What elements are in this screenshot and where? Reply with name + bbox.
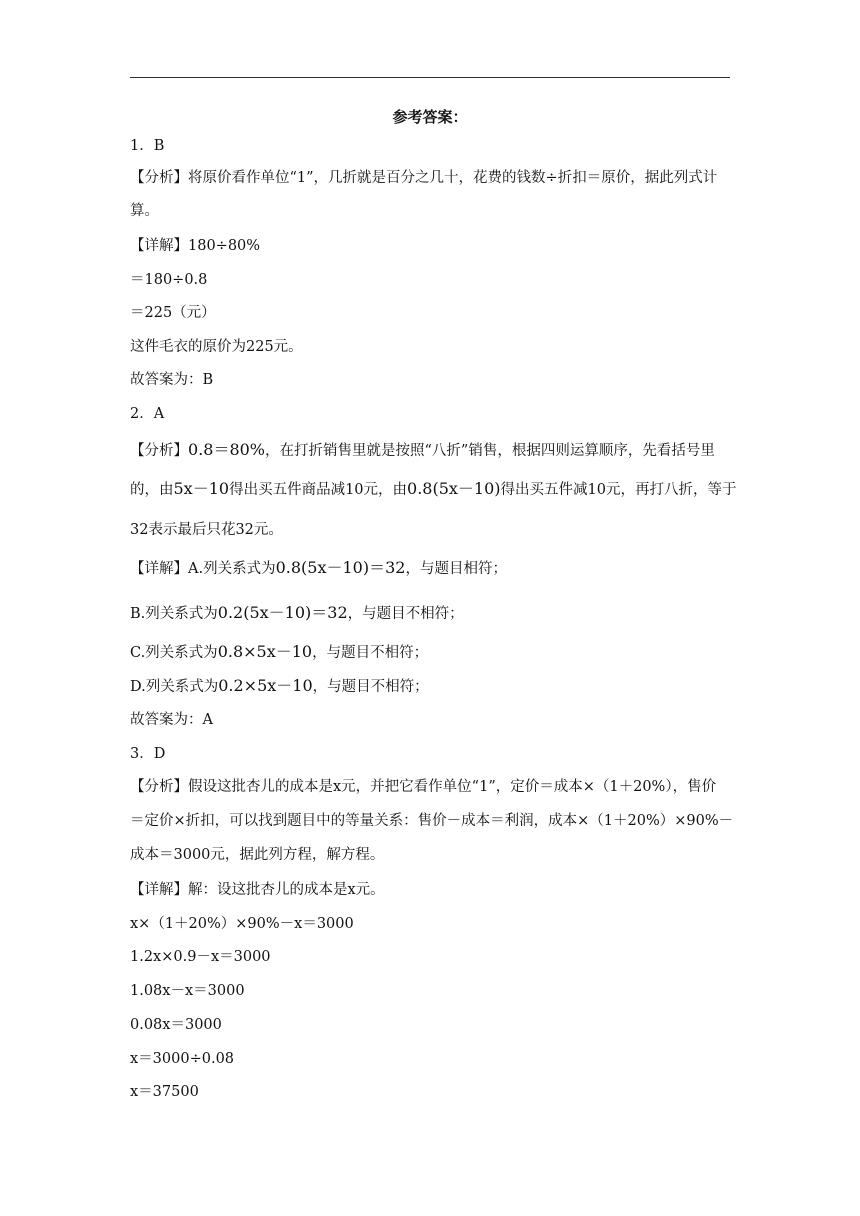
q3-step-5: x＝3000÷0.08 bbox=[130, 1051, 235, 1067]
q2-detail-a-formula: 0.8(5x－10)＝32 bbox=[275, 558, 406, 577]
q3-step-2: 1.2x×0.9－x＝3000 bbox=[130, 949, 271, 965]
q3-analysis-line3: 成本＝3000元，据此列方程，解方程。 bbox=[130, 847, 385, 863]
q1-analysis-line1: 【分析】将原价看作单位“1”，几折就是百分之几十，花费的钱数÷折扣＝原价，据此列式计 bbox=[130, 170, 718, 186]
header-rule bbox=[130, 77, 730, 78]
q3-step-4: 0.08x＝3000 bbox=[130, 1017, 222, 1033]
q2-analysis-tag: 【分析】 bbox=[130, 443, 188, 459]
q2-analysis-text1: ，在打折销售里就是按照“八折”销售，根据四则运算顺序，先看括号里 bbox=[265, 443, 715, 459]
q2-answer: 故答案为：A bbox=[130, 712, 213, 728]
q1-label: 1．B bbox=[130, 138, 165, 154]
q3-detail-intro: 【详解】解：设这批杏儿的成本是x元。 bbox=[130, 882, 385, 898]
q2-detail-d bbox=[130, 676, 740, 697]
q2-detail-a-suffix: ，与题目相符； bbox=[405, 561, 507, 577]
q2-detail-b bbox=[130, 603, 740, 624]
q2-detail-c-suffix: ，与题目不相符； bbox=[312, 645, 429, 661]
q2-analysis-line1 bbox=[130, 440, 740, 461]
q2-analysis-line3: 32表示最后只花32元。 bbox=[130, 522, 283, 538]
q3-label: 3．D bbox=[130, 746, 166, 762]
q2-analysis-text2a: 的，由 bbox=[130, 482, 174, 498]
q2-analysis-text2b: 得出买五件商品减10元，由 bbox=[229, 482, 408, 498]
q2-detail-d-formula: 0.2×5x－10 bbox=[218, 676, 313, 695]
q3-step-1: x×（1＋20%）×90%－x＝3000 bbox=[130, 916, 354, 932]
q2-detail-a bbox=[130, 558, 740, 579]
q2-detail-d-prefix: D.列关系式为 bbox=[130, 679, 219, 695]
q3-analysis-line1: 【分析】假设这批杏儿的成本是x元，并把它看作单位“1”，定价＝成本×（1＋20%），售价 bbox=[130, 779, 717, 795]
q1-detail-line2: ＝180÷0.8 bbox=[130, 272, 208, 288]
q2-detail-a-prefix: 【详解】A.列关系式为 bbox=[130, 561, 276, 577]
q2-detail-c-prefix: C.列关系式为 bbox=[130, 645, 218, 661]
q1-analysis-line2: 算。 bbox=[130, 203, 159, 219]
q2-analysis-formula2: 5x－10 bbox=[173, 479, 230, 498]
q1-answer: 故答案为：B bbox=[130, 372, 214, 388]
q1-detail-line1: 【详解】180÷80% bbox=[130, 238, 261, 254]
q2-detail-b-prefix: B.列关系式为 bbox=[130, 606, 218, 622]
q3-analysis-line2: ＝定价×折扣，可以找到题目中的等量关系：售价－成本＝利润，成本×（1＋20%）×90%－ bbox=[130, 813, 734, 829]
q2-detail-b-formula: 0.2(5x－10)＝32 bbox=[217, 603, 348, 622]
q3-step-3: 1.08x－x＝3000 bbox=[130, 983, 245, 999]
page-title: 参考答案： bbox=[392, 108, 468, 126]
q2-label: 2．A bbox=[130, 406, 165, 422]
q2-detail-d-suffix: ，与题目不相符； bbox=[312, 679, 429, 695]
q2-detail-c bbox=[130, 642, 740, 663]
q1-detail-line4: 这件毛衣的原价为225元。 bbox=[130, 339, 303, 355]
q2-analysis-line2 bbox=[130, 479, 740, 500]
q3-step-6: x＝37500 bbox=[130, 1084, 199, 1100]
q2-detail-c-formula: 0.8×5x－10 bbox=[217, 642, 313, 661]
q2-detail-b-suffix: ，与题目不相符； bbox=[347, 606, 464, 622]
q1-detail-line3: ＝225（元） bbox=[130, 305, 216, 321]
q2-analysis-formula3: 0.8(5x－10) bbox=[407, 479, 501, 498]
q2-analysis-formula: 0.8＝80% bbox=[188, 440, 266, 459]
q2-analysis-text2c: 得出买五件减10元，再打八折，等于 bbox=[500, 482, 737, 498]
